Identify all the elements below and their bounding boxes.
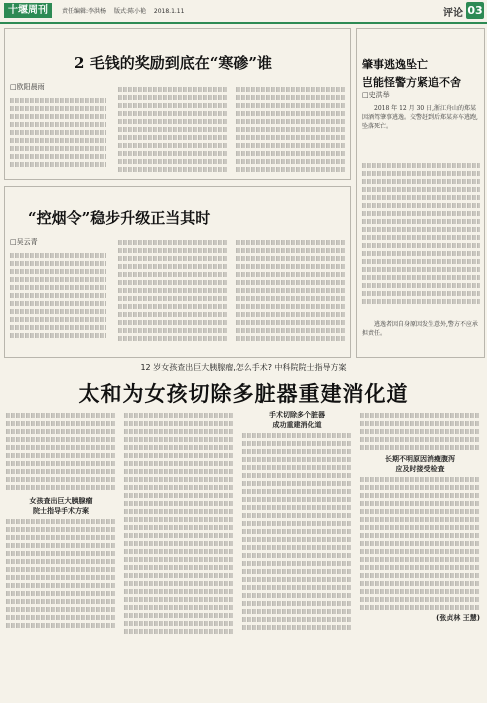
article-reward-col2 [118,84,228,175]
article-smoking-byline: □吴云青 [10,238,38,246]
page-header [0,0,487,24]
article-reward-col1 [10,95,106,170]
subhead-organs: 手术切除多个脏器 [269,411,325,419]
signoff: (张贞林 王慧) [436,614,480,622]
brand-logo: 十堰周刊 [4,3,52,18]
article-reward-byline: □欧阳晨雨 [10,83,45,91]
subhead-checkup: 应及时接受检查 [395,465,445,473]
subhead-wasting: 长期不明原因消瘦腹泻 [385,455,455,463]
subhead-tumor: 女孩查出巨大胰腺瘤 [29,497,93,505]
article-reward-col3 [236,84,346,175]
editor-label: 责任编辑:李洪杨 [62,8,107,15]
section-name: 评论 [443,8,463,19]
article-reward-title: 2 毛钱的奖励到底在“寒碜”谁 [74,54,272,72]
subhead-reconstruct: 成功重建消化道 [272,421,322,429]
sidebar-title: 肇事逃逸坠亡 岂能怪警方紧追不舍 [362,58,461,89]
article-smoking-col2 [118,237,228,344]
article-smoking-col1 [10,250,106,341]
sidebar-byline: □史洪举 [362,91,390,99]
main-col-4 [360,410,480,623]
main-title: 太和为女孩切除多脏器重建消化道 [78,381,409,406]
issue-date: 2018.1.11 [153,8,185,15]
subhead-plan: 院士指导手术方案 [33,507,89,515]
sidebar-body [362,160,480,307]
main-kicker: 12 岁女孩查出巨大胰腺瘤,怎么手术? 中科院院士指导方案 [140,363,347,372]
sidebar-text-1: 2018 年 12 月 30 日,浙江舟山的郑某因酒驾肇事逃逸。交警赶到后郑某弃车逃跑,坠落死亡。 [362,105,478,130]
main-col-3 [242,410,352,633]
sidebar-text-2: 逃逸者因自身原因发生意外,警方不应承担责任。 [362,321,478,337]
layout-label: 版式:陈小艳 [113,8,146,15]
page-number: 03 [467,4,483,17]
main-col-2 [124,410,234,637]
editor-meta [62,6,190,15]
article-smoking-title: “控烟令”稳步升级正当其时 [28,209,211,227]
main-col-1 [6,410,116,631]
article-smoking-col3 [236,237,346,344]
